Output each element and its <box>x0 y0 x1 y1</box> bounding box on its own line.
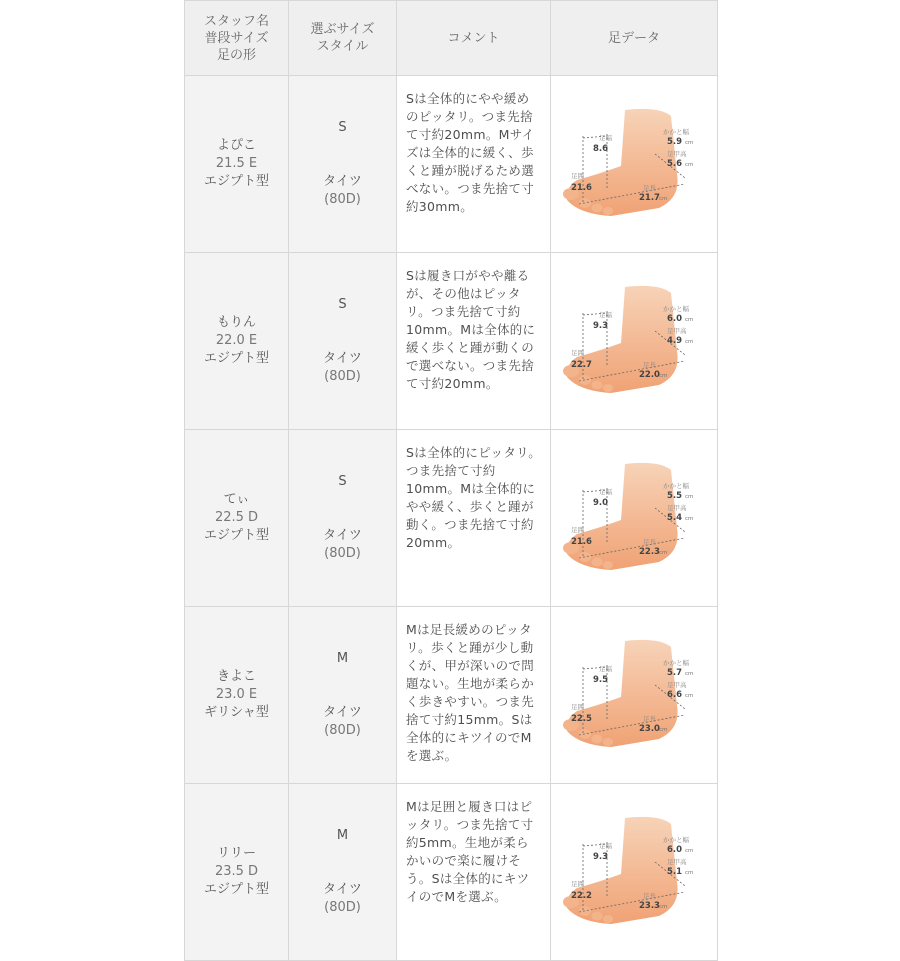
comment-line: ズは全体的に緩く、歩 <box>406 145 534 160</box>
length-value: 22.3 <box>639 547 660 557</box>
header-row <box>185 1 718 76</box>
header-size <box>289 1 397 76</box>
length-label: 足長 <box>643 538 656 546</box>
denier-label: (80D) <box>324 723 361 738</box>
comment-line: 緩く歩くと踵が動くの <box>406 340 535 355</box>
instep-value: 4.9 <box>667 336 683 346</box>
comment-cell <box>397 607 551 784</box>
heel-unit: cm <box>685 494 694 500</box>
staff-name: よぴこ <box>216 138 256 153</box>
comment-line: Sは全体的にピッタリ。 <box>406 445 542 460</box>
length-value: 22.0 <box>639 370 660 380</box>
toe-icon <box>603 915 613 923</box>
heel-unit: cm <box>685 848 694 854</box>
toe-icon <box>603 561 613 569</box>
toe-icon <box>579 729 591 739</box>
comment-cell <box>397 76 551 253</box>
toe-icon <box>592 735 603 744</box>
denier-label: (80D) <box>324 192 361 207</box>
instep-label: 足甲高 <box>667 504 687 512</box>
instep-value: 5.6 <box>667 159 683 169</box>
comment-line: イのでMを選ぶ。 <box>406 889 507 904</box>
length-label: 足長 <box>643 184 656 192</box>
table-row <box>185 430 718 607</box>
length-unit: cm <box>659 373 668 379</box>
comment-line: て寸約20mm。Mサイ <box>406 127 535 142</box>
girth-label: 足囲 <box>571 703 584 711</box>
girth-value: 22.7 <box>571 360 592 370</box>
foot-shape: ギリシャ型 <box>204 705 269 720</box>
length-value: 23.0 <box>639 724 660 734</box>
table-row <box>185 253 718 430</box>
header-staff <box>185 1 289 76</box>
denier-label: (80D) <box>324 369 361 384</box>
toe-icon <box>579 906 591 916</box>
comment-line: が、その他はピッタ <box>406 286 521 301</box>
foot-shape: エジプト型 <box>203 174 269 189</box>
instep-label: 足甲高 <box>667 150 687 158</box>
heel-label: かかと幅 <box>663 305 689 313</box>
toe-icon <box>579 552 591 562</box>
usual-size: 22.5 D <box>214 510 259 525</box>
girth-label: 足囲 <box>571 349 584 357</box>
toe-icon <box>579 375 591 385</box>
staff-cell <box>185 784 289 961</box>
toe-icon <box>603 207 613 215</box>
foot-shape: エジプト型 <box>203 528 269 543</box>
girth-value: 21.6 <box>571 537 592 547</box>
style-label: タイツ <box>323 528 362 543</box>
toe-icon <box>592 204 603 213</box>
staff-cell <box>185 607 289 784</box>
toe-icon <box>592 912 603 921</box>
comment-cell <box>397 784 551 961</box>
width-value: 8.6 <box>593 144 609 154</box>
heel-value: 5.7 <box>667 668 683 678</box>
comment-line: Sは履き口がやや離る <box>406 268 530 283</box>
style-label: タイツ <box>323 174 362 189</box>
foot-shape: エジプト型 <box>203 351 269 366</box>
comment-line: くと踵が脱げるため選 <box>406 163 535 178</box>
comment-line: Sは全体的にやや緩め <box>406 91 530 106</box>
instep-unit: cm <box>685 162 694 168</box>
denier-label: (80D) <box>324 900 361 915</box>
heel-label: かかと幅 <box>663 128 689 136</box>
header-comment: コメント <box>397 1 551 76</box>
foot-diagram <box>559 812 709 932</box>
size-cell <box>289 430 397 607</box>
header-staff-line: 普段サイズ <box>204 30 269 46</box>
heel-label: かかと幅 <box>663 836 689 844</box>
comment-line: 約5mm。生地が柔ら <box>406 835 529 850</box>
girth-label: 足囲 <box>571 172 584 180</box>
comment-line: て寸約20mm。 <box>406 376 499 391</box>
comment-line: リ。歩くと踵が少し動 <box>406 640 534 655</box>
instep-value: 6.6 <box>667 690 683 700</box>
comment-line: く歩きやすい。つま先 <box>406 694 535 709</box>
instep-unit: cm <box>685 870 694 876</box>
heel-value: 5.5 <box>667 491 683 501</box>
toe-icon <box>592 381 603 390</box>
comment-line: 捨て寸約15mm。Sは <box>406 712 533 727</box>
length-value: 21.7 <box>639 193 660 203</box>
instep-unit: cm <box>685 516 694 522</box>
girth-label: 足囲 <box>571 526 584 534</box>
comment-line: う。Sは全体的にキツ <box>406 871 530 886</box>
denier-label: (80D) <box>324 546 361 561</box>
usual-size: 22.0 E <box>215 333 258 348</box>
table-row <box>185 784 718 961</box>
heel-unit: cm <box>685 317 694 323</box>
instep-unit: cm <box>685 339 694 345</box>
length-unit: cm <box>659 904 668 910</box>
girth-value: 22.5 <box>571 714 592 724</box>
chosen-size: S <box>338 297 347 312</box>
comment-cell <box>397 430 551 607</box>
size-cell <box>289 784 397 961</box>
length-label: 足長 <box>643 892 656 900</box>
length-unit: cm <box>659 196 668 202</box>
comment-line: 題ない。生地が柔らか <box>406 676 535 691</box>
comment-line: かいので楽に履けそ <box>406 853 522 868</box>
comment-line: を選ぶ。 <box>406 748 458 763</box>
heel-value: 6.0 <box>667 314 683 324</box>
instep-label: 足甲高 <box>667 858 687 866</box>
header-size-line: スタイル <box>316 39 369 54</box>
usual-size: 21.5 E <box>215 156 258 171</box>
instep-value: 5.4 <box>667 513 683 523</box>
heel-unit: cm <box>685 140 694 146</box>
size-cell <box>289 607 397 784</box>
toe-icon <box>592 558 603 567</box>
comment-line: 10mm。Mは全体的に <box>406 481 536 496</box>
comment-line: ッタリ。つま先捨て寸 <box>406 817 534 832</box>
staff-name: きよこ <box>216 669 256 684</box>
width-value: 9.3 <box>593 852 609 862</box>
staff-name: リリー <box>216 846 256 861</box>
style-label: タイツ <box>323 351 362 366</box>
foot-shape: エジプト型 <box>203 882 269 897</box>
chosen-size: S <box>338 120 347 135</box>
comment-line: つま先捨て寸約 <box>406 463 496 478</box>
length-value: 23.3 <box>639 901 660 911</box>
comment-line: 全体的にキツイのでM <box>406 730 532 745</box>
size-cell <box>289 253 397 430</box>
heel-value: 5.9 <box>667 137 683 147</box>
chosen-size: M <box>336 651 349 666</box>
width-value: 9.5 <box>593 675 609 685</box>
header-staff-line: 足の形 <box>216 47 256 63</box>
instep-label: 足甲高 <box>667 681 687 689</box>
staff-name: てぃ <box>223 492 250 507</box>
foot-diagram <box>559 104 709 224</box>
chosen-size: S <box>338 474 347 489</box>
style-label: タイツ <box>323 882 362 897</box>
width-label: 足幅 <box>599 311 612 319</box>
comment-line: で選べない。つま先捨 <box>406 358 535 373</box>
header-staff-line: スタッフ名 <box>203 13 269 29</box>
table-row <box>185 76 718 253</box>
comment-line: 20mm。 <box>406 535 461 550</box>
foot-diagram <box>559 281 709 401</box>
usual-size: 23.0 E <box>215 687 258 702</box>
instep-value: 5.1 <box>667 867 683 877</box>
comment-line: Mは足長緩めのピッタ <box>406 622 532 637</box>
width-value: 9.3 <box>593 321 609 331</box>
heel-label: かかと幅 <box>663 659 689 667</box>
toe-icon <box>603 738 613 746</box>
comment-cell <box>397 253 551 430</box>
girth-value: 22.2 <box>571 891 592 901</box>
comment-line: リ。つま先捨て寸約 <box>406 304 521 319</box>
heel-value: 6.0 <box>667 845 683 855</box>
foot-data-cell <box>551 784 718 961</box>
chosen-size: M <box>336 828 349 843</box>
instep-label: 足甲高 <box>667 327 687 335</box>
comment-line: 動く。つま先捨て寸約 <box>406 517 534 532</box>
heel-label: かかと幅 <box>663 482 689 490</box>
width-label: 足幅 <box>599 665 612 673</box>
length-unit: cm <box>659 550 668 556</box>
size-cell <box>289 76 397 253</box>
width-label: 足幅 <box>599 488 612 496</box>
staff-cell <box>185 430 289 607</box>
comment-line: のピッタリ。つま先捨 <box>406 109 533 124</box>
header-size-line: 選ぶサイズ <box>310 22 375 37</box>
comment-line: Mは足囲と履き口はピ <box>406 799 533 814</box>
length-label: 足長 <box>643 715 656 723</box>
foot-data-cell <box>551 76 718 253</box>
toe-icon <box>603 384 613 392</box>
comment-line: 約30mm。 <box>406 199 474 214</box>
width-label: 足幅 <box>599 842 612 850</box>
foot-data-cell <box>551 253 718 430</box>
comment-line: べない。つま先捨て寸 <box>406 181 535 196</box>
table-body <box>185 76 718 961</box>
usual-size: 23.5 D <box>214 864 259 879</box>
foot-diagram <box>559 458 709 578</box>
girth-label: 足囲 <box>571 880 584 888</box>
comment-line: くが、甲が深いので問 <box>406 658 535 673</box>
size-table-wrapper <box>184 0 717 915</box>
width-value: 9.0 <box>593 498 609 508</box>
comment-line: やや緩く、歩くと踵が <box>406 499 534 514</box>
girth-value: 21.6 <box>571 183 592 193</box>
toe-icon <box>579 198 591 208</box>
instep-unit: cm <box>685 693 694 699</box>
comment-line: 10mm。Mは全体的に <box>406 322 536 337</box>
style-label: タイツ <box>323 705 362 720</box>
header-foot-data: 足データ <box>551 1 718 76</box>
heel-unit: cm <box>685 671 694 677</box>
length-unit: cm <box>659 727 668 733</box>
staff-name: もりん <box>216 315 256 330</box>
staff-cell <box>185 76 289 253</box>
table-row <box>185 607 718 784</box>
foot-diagram <box>559 635 709 755</box>
staff-cell <box>185 253 289 430</box>
width-label: 足幅 <box>599 134 612 142</box>
length-label: 足長 <box>643 361 656 369</box>
size-table <box>184 0 718 961</box>
foot-data-cell <box>551 607 718 784</box>
foot-data-cell <box>551 430 718 607</box>
